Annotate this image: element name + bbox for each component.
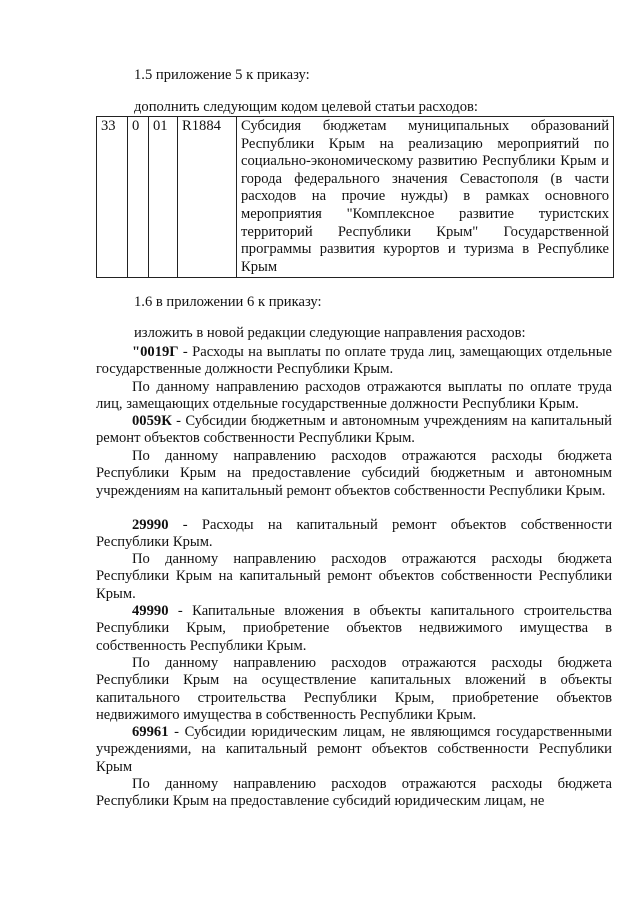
code-cell-subprogram: 0 [128,117,149,278]
entry-code: 29990 [132,517,169,533]
item-1-6-heading: 1.6 в приложении 6 к приказу: [134,294,322,310]
entry-title-text: - Субсидии бюджетным и автономным учреждениям на капитальный ремонт объектов собственности Республики Крым. [96,413,612,447]
entry-code: 49990 [132,603,169,619]
entry-0019g-explanation: По данному направлению расходов отражаются выплаты по оплате труда лиц, замещающих отдельные государственные должности Республики Крым. [96,379,612,413]
entry-0059k-explanation: По данному направлению расходов отражаются расходы бюджета Республики Крым на предоставление субсидий бюджетным и автономным учреждениям на капитальный ремонт объектов собственности Республики Крым. [96,448,612,499]
target-code-table [96,116,614,278]
entry-49990-title [96,603,612,655]
entry-code: 0059К [132,413,172,429]
add-code-intro: дополнить следующим кодом целевой статьи расходов: [134,99,478,115]
entry-0059k-title [96,413,612,448]
entry-title-text: - Капитальные вложения в объекты капитального строительства Республики Крым, приобретение объектов недвижимого имущества в собственность Республики Крым. [96,603,612,654]
code-cell-program: 33 [97,117,128,278]
entry-title-text: - Расходы на капитальный ремонт объектов собственности Республики Крым. [96,517,612,551]
entry-69961-explanation: По данному направлению расходов отражаются расходы бюджета Республики Крым на предоставление субсидий юридическим лицам, не [96,776,612,810]
restate-intro: изложить в новой редакции следующие направления расходов: [134,325,526,341]
entry-0019g-title [96,344,612,379]
entry-code: "0019Г [132,344,179,360]
code-cell-measure: 01 [149,117,178,278]
entry-title-text: - Расходы на выплаты по оплате труда лиц, замещающих отдельные государственные должности Республики Крым. [96,344,612,378]
entry-29990-explanation: По данному направлению расходов отражаются расходы бюджета Республики Крым на капитальный ремонт объектов собственности Республики Крым. [96,551,612,602]
item-1-5-heading: 1.5 приложение 5 к приказу: [134,67,310,83]
table-row [97,117,614,278]
entry-code: 69961 [132,724,169,740]
code-cell-description: Субсидия бюджетам муниципальных образований Республики Крым на реализацию мероприятий по социально-экономическому развитию Республики Крым и города федерального значения Севастополя (в части расходов на прочие нужды) в рамках основного мероприятия "Комплексное развитие туристских территорий Республики Крым" Государственной программы развития курортов и туризма в Республике Крым [237,117,614,278]
entry-49990-explanation: По данному направлению расходов отражаются расходы бюджета Республики Крым на осуществление капитальных вложений в объекты капитального строительства Республики Крым, приобретение объектов недвижимого имущества в собственность Республики Крым. [96,655,612,724]
code-cell-direction: R1884 [178,117,237,278]
entry-69961-title [96,724,612,776]
entry-29990-title [96,517,612,552]
entry-title-text: - Субсидии юридическим лицам, не являющимся государственными учреждениями, на капитальный ремонт объектов собственности Республики Крым [96,724,612,775]
